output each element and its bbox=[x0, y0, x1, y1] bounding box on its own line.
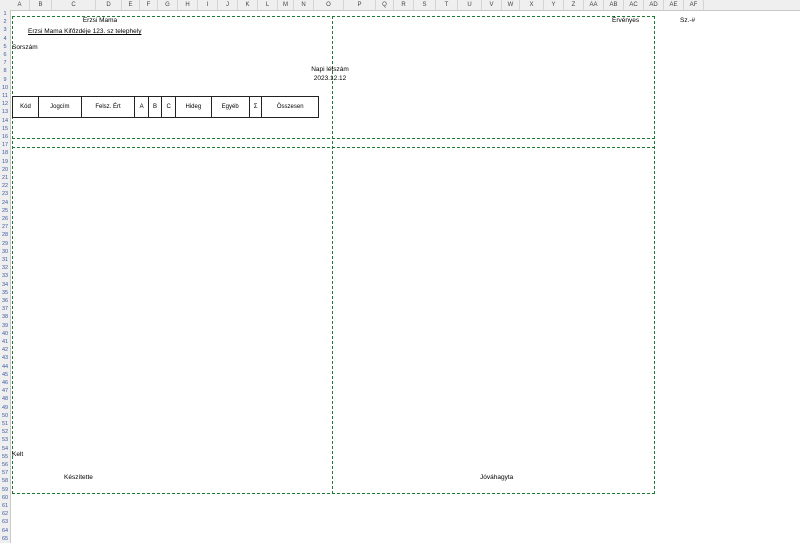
column-title[interactable]: Egyéb bbox=[211, 97, 249, 118]
column-header[interactable]: L bbox=[258, 0, 278, 10]
column-header[interactable]: J bbox=[218, 0, 238, 10]
row-header[interactable]: 24 bbox=[1, 199, 9, 206]
row-header[interactable]: 31 bbox=[1, 257, 9, 263]
approved-by-label: Jóváhagyta bbox=[480, 474, 514, 481]
page-break-line bbox=[332, 16, 333, 494]
column-header[interactable]: T bbox=[436, 0, 458, 10]
column-header[interactable]: G bbox=[158, 0, 178, 10]
column-header[interactable]: AC bbox=[624, 0, 644, 10]
row-header[interactable]: 30 bbox=[1, 248, 9, 255]
row-header[interactable]: 29 bbox=[1, 240, 9, 247]
row-header[interactable]: 61 bbox=[1, 503, 9, 509]
row-header[interactable]: 15 bbox=[1, 125, 9, 132]
row-header[interactable]: 33 bbox=[1, 273, 9, 280]
row-header[interactable]: 36 bbox=[1, 298, 9, 304]
column-header[interactable]: AA bbox=[584, 0, 604, 10]
column-header[interactable]: R bbox=[394, 0, 414, 10]
row-header[interactable]: 39 bbox=[1, 322, 9, 329]
row-header[interactable]: 57 bbox=[1, 470, 9, 477]
row-header[interactable]: 37 bbox=[1, 306, 9, 313]
row-header[interactable]: 53 bbox=[1, 437, 9, 444]
column-header[interactable]: M bbox=[278, 0, 294, 10]
prepared-by-label: Készítette bbox=[64, 474, 93, 481]
column-header[interactable]: V bbox=[482, 0, 502, 10]
row-header[interactable]: 43 bbox=[1, 355, 9, 362]
row-header[interactable]: 22 bbox=[1, 183, 9, 190]
row-header[interactable]: 47 bbox=[1, 388, 9, 395]
column-title[interactable]: A bbox=[135, 97, 148, 118]
column-title[interactable]: Jogcím bbox=[39, 97, 82, 118]
row-header[interactable]: 7 bbox=[3, 60, 7, 67]
column-title[interactable]: Hideg bbox=[176, 97, 212, 118]
row-header[interactable]: 16 bbox=[1, 134, 9, 140]
column-header-bar bbox=[0, 0, 800, 11]
column-header[interactable]: K bbox=[238, 0, 258, 10]
row-header[interactable]: 42 bbox=[1, 347, 9, 354]
row-header[interactable]: 17 bbox=[1, 142, 9, 149]
page-break-line bbox=[12, 138, 655, 139]
row-header[interactable]: 56 bbox=[1, 462, 9, 468]
column-title[interactable]: Kód bbox=[13, 97, 39, 118]
row-header[interactable]: 63 bbox=[1, 519, 9, 526]
valid-label: Érvényes bbox=[612, 17, 640, 24]
row-header[interactable]: 2 bbox=[3, 19, 7, 26]
page-title: Napi létszám bbox=[311, 66, 349, 73]
row-header[interactable]: 12 bbox=[1, 101, 9, 108]
row-header[interactable]: 20 bbox=[1, 166, 9, 173]
row-header[interactable]: 8 bbox=[3, 68, 7, 75]
company-address: Erzsi Mama Kifőzdéje 123. sz telephely bbox=[28, 28, 142, 35]
row-header[interactable]: 14 bbox=[1, 117, 9, 124]
print-area-border bbox=[12, 16, 655, 494]
row-header[interactable]: 60 bbox=[1, 494, 9, 501]
row-header[interactable]: 10 bbox=[1, 84, 9, 91]
column-header[interactable]: A bbox=[10, 0, 30, 10]
column-header[interactable]: P bbox=[344, 0, 376, 10]
row-header[interactable]: 9 bbox=[3, 76, 7, 83]
column-header[interactable]: E bbox=[122, 0, 140, 10]
row-header[interactable]: 23 bbox=[1, 191, 9, 198]
column-title[interactable]: C bbox=[162, 97, 176, 118]
row-header[interactable]: 34 bbox=[1, 281, 9, 288]
column-header[interactable]: AB bbox=[604, 0, 624, 10]
row-header[interactable]: 49 bbox=[1, 404, 9, 411]
row-header[interactable]: 21 bbox=[1, 175, 9, 181]
column-header[interactable]: Z bbox=[564, 0, 584, 10]
row-header[interactable]: 6 bbox=[3, 52, 7, 58]
kelt-label: Kelt bbox=[12, 451, 24, 458]
row-header[interactable]: 35 bbox=[1, 289, 9, 296]
column-header[interactable]: U bbox=[458, 0, 482, 10]
column-header[interactable]: S bbox=[414, 0, 436, 10]
row-header[interactable]: 28 bbox=[1, 232, 9, 239]
page-date: 2023.12.12 bbox=[313, 75, 347, 82]
row-header[interactable]: 41 bbox=[1, 339, 9, 345]
column-header[interactable]: B bbox=[30, 0, 52, 10]
row-header[interactable]: 25 bbox=[1, 207, 9, 214]
row-header[interactable]: 48 bbox=[1, 396, 9, 403]
column-header[interactable]: N bbox=[294, 0, 314, 10]
row-header[interactable]: 45 bbox=[1, 371, 9, 378]
column-header[interactable]: D bbox=[96, 0, 122, 10]
column-header[interactable]: Q bbox=[376, 0, 394, 10]
row-header[interactable]: 62 bbox=[1, 511, 9, 518]
row-header[interactable]: 54 bbox=[1, 445, 9, 452]
column-title[interactable]: B bbox=[148, 97, 161, 118]
serial-label: Sorszám bbox=[12, 44, 38, 51]
row-header[interactable]: 59 bbox=[1, 486, 9, 493]
left-table bbox=[12, 96, 319, 118]
row-header[interactable]: 13 bbox=[1, 109, 9, 116]
row-header[interactable]: 46 bbox=[1, 380, 9, 386]
row-header[interactable]: 4 bbox=[3, 35, 7, 42]
row-header[interactable]: 65 bbox=[1, 535, 9, 542]
row-header[interactable]: 55 bbox=[1, 453, 9, 460]
column-header[interactable]: X bbox=[520, 0, 544, 10]
column-header[interactable]: AE bbox=[664, 0, 684, 10]
aa-header: Sz.-# bbox=[680, 17, 696, 24]
row-header[interactable]: 18 bbox=[1, 150, 9, 157]
column-header[interactable]: H bbox=[178, 0, 198, 10]
row-header[interactable]: 51 bbox=[1, 421, 9, 427]
row-header[interactable]: 11 bbox=[2, 93, 8, 99]
column-header[interactable]: AF bbox=[684, 0, 704, 10]
row-header[interactable]: 50 bbox=[1, 412, 9, 419]
row-header[interactable]: 58 bbox=[1, 478, 9, 485]
company-name: Erzsi Mama bbox=[82, 17, 118, 24]
column-header[interactable]: I bbox=[198, 0, 218, 10]
row-header[interactable]: 3 bbox=[3, 27, 7, 34]
row-header[interactable]: 19 bbox=[1, 158, 9, 165]
row-header[interactable]: 38 bbox=[1, 314, 9, 321]
column-header[interactable]: O bbox=[314, 0, 344, 10]
column-title[interactable]: Összesen bbox=[262, 97, 319, 118]
row-header[interactable]: 5 bbox=[3, 43, 7, 50]
page-break-line bbox=[12, 147, 655, 148]
column-header[interactable]: F bbox=[140, 0, 158, 10]
column-title[interactable]: Felsz. Ért bbox=[81, 97, 135, 118]
row-header[interactable]: 1 bbox=[3, 11, 7, 17]
column-header[interactable]: AD bbox=[644, 0, 664, 10]
row-header[interactable]: 32 bbox=[1, 265, 9, 272]
row-header[interactable]: 26 bbox=[1, 216, 9, 222]
row-header-bar bbox=[0, 10, 11, 543]
row-header[interactable]: 64 bbox=[1, 527, 9, 534]
sigma-header[interactable]: Σ bbox=[249, 97, 262, 118]
column-header[interactable]: C bbox=[52, 0, 96, 10]
row-header[interactable]: 27 bbox=[1, 224, 9, 231]
row-header[interactable]: 40 bbox=[1, 330, 9, 337]
row-header[interactable]: 52 bbox=[1, 429, 9, 436]
column-header[interactable]: W bbox=[502, 0, 520, 10]
row-header[interactable]: 44 bbox=[1, 363, 9, 370]
column-header[interactable]: Y bbox=[544, 0, 564, 10]
